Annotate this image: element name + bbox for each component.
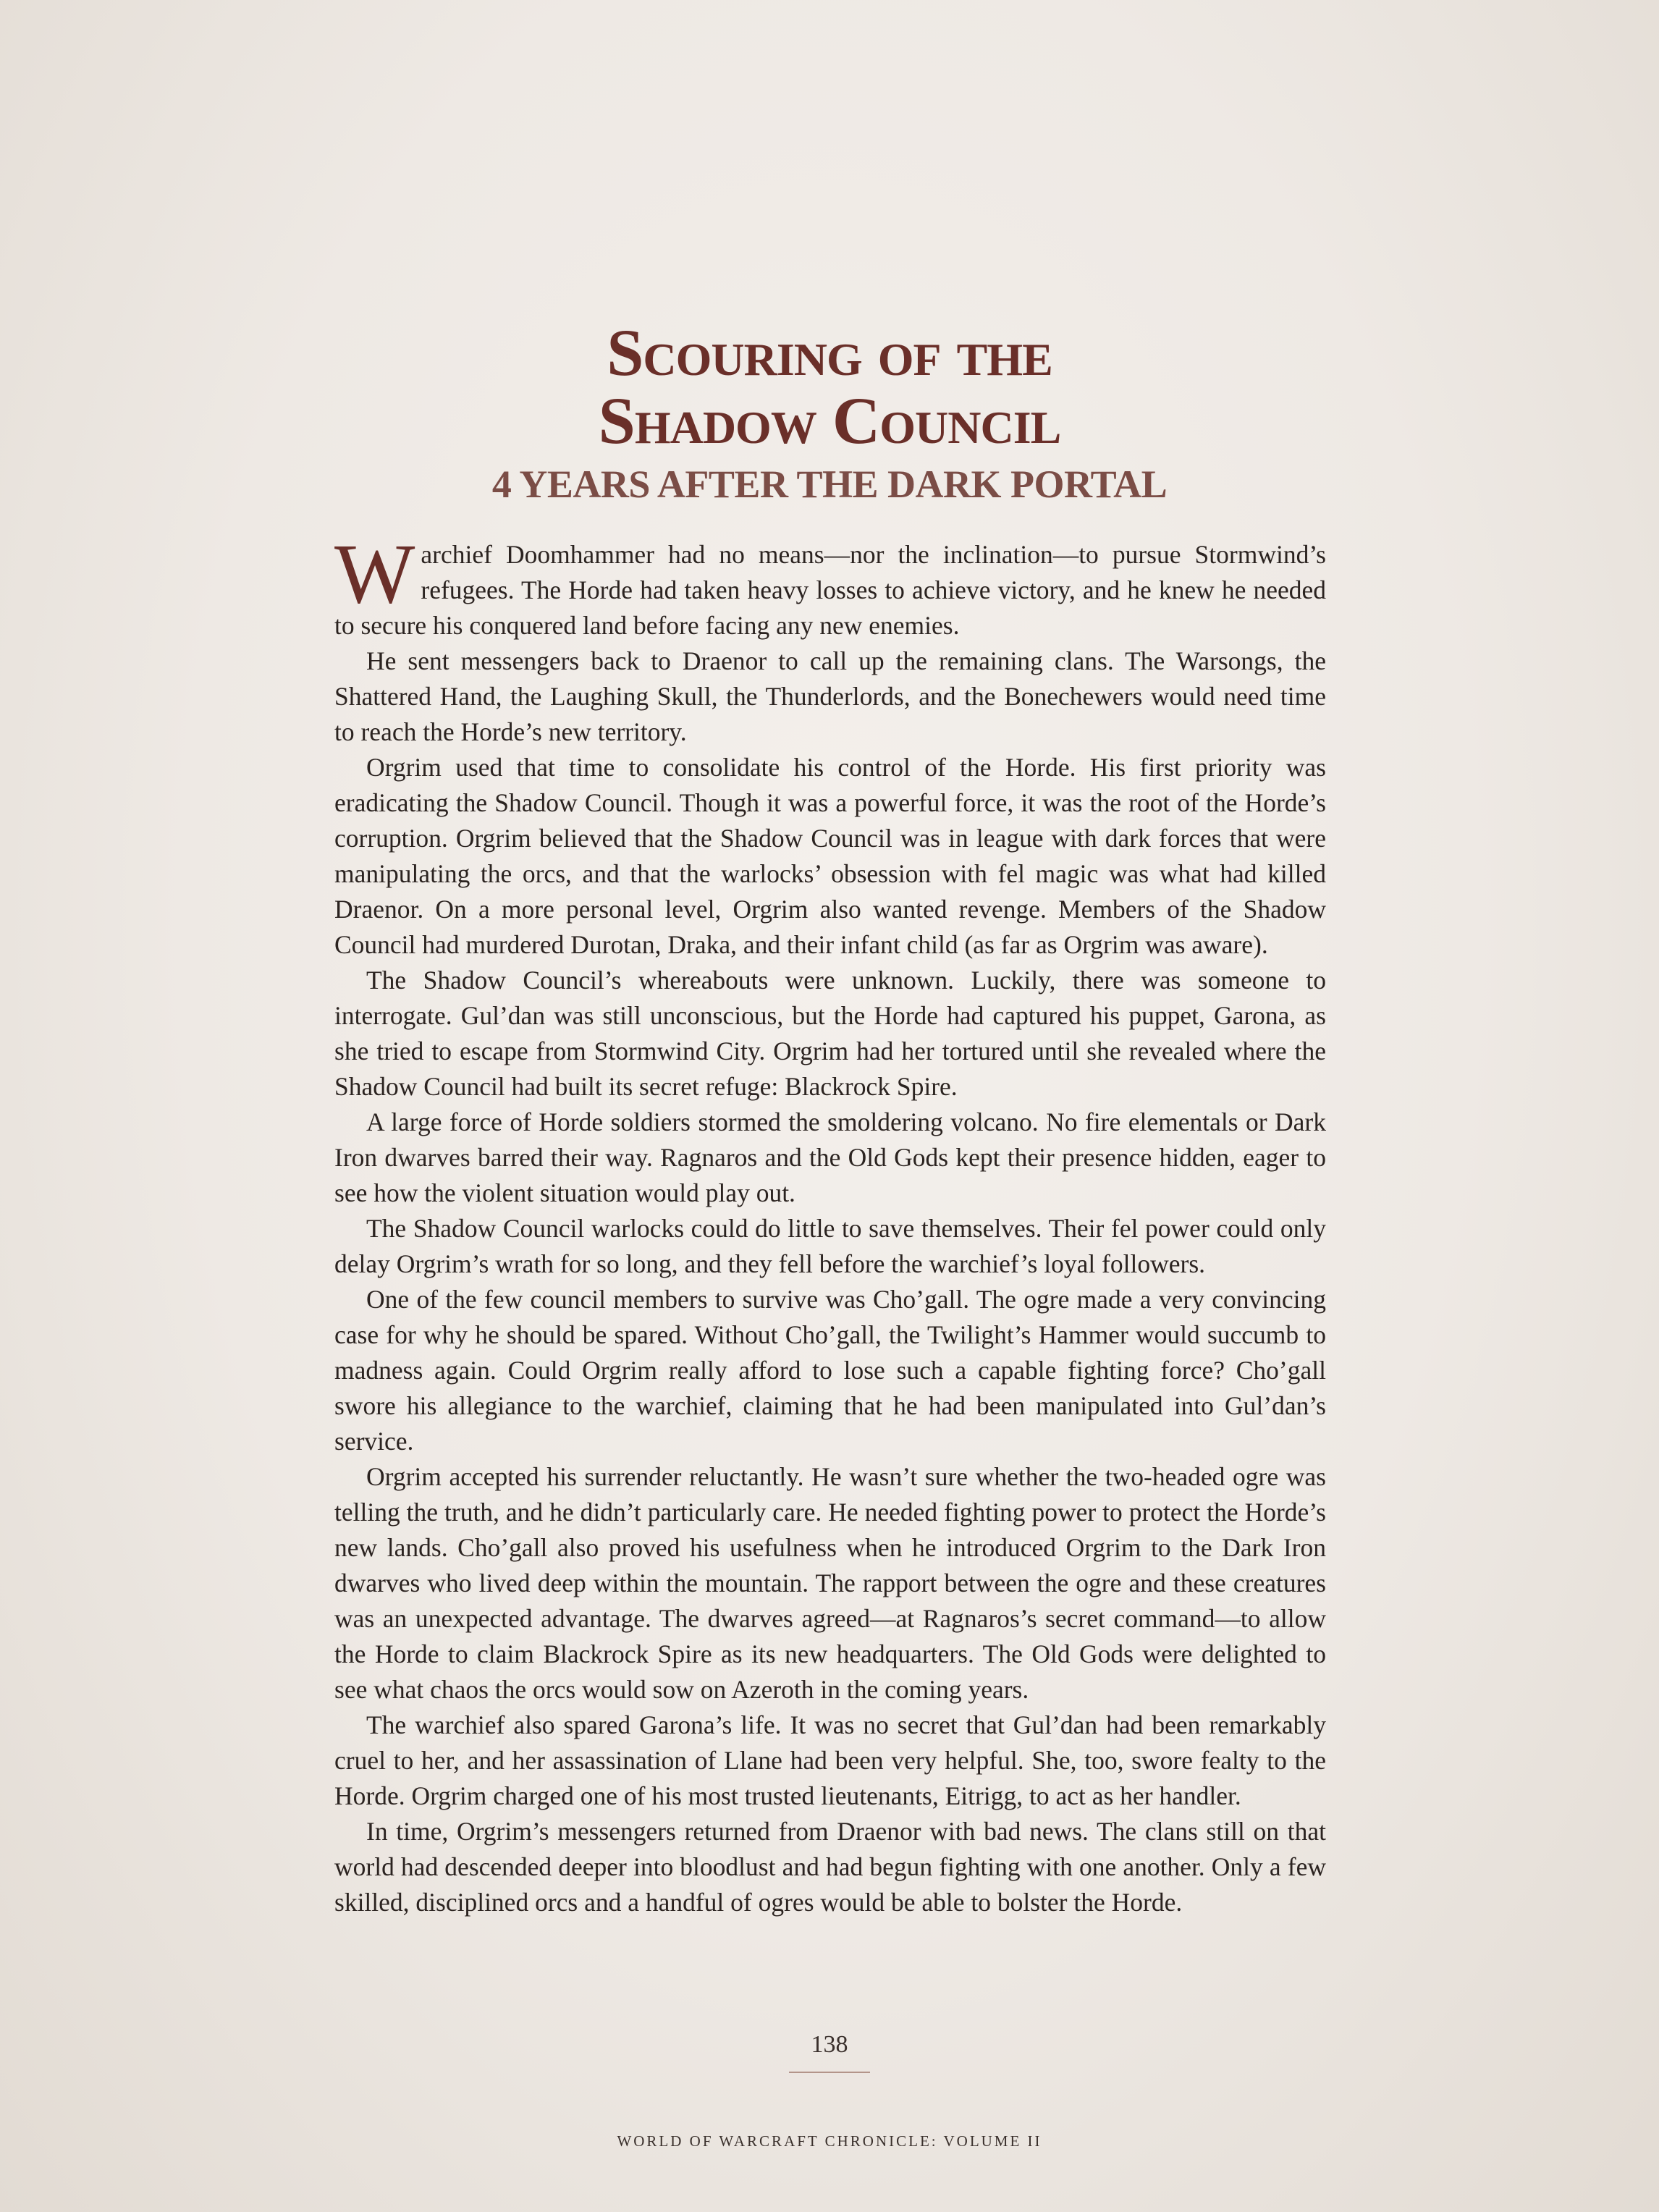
paragraph: Orgrim accepted his surrender reluctantly. He wasn’t sure whether the two-headed ogre was telling the truth, and he didn’t particularly care. He needed fighting power to protect the Horde’s new lands. Cho’gall also proved his usefulness when he introduced Orgrim to the Dark Iron dwarves who lived deep within the mountain. The rapport between the ogre and these creatures was an unexpected advantage. The dwarves agreed—at Ragnaros’s secret command—to allow the Horde to claim Blackrock Spire as its new headquarters. The Old Gods were delighted to see what chaos the orcs would sow on Azeroth in the coming years. — [334, 1462, 1326, 1704]
paragraph: The Shadow Council’s whereabouts were unknown. Luckily, there was someone to interrogate. Gul’dan was still unconscious, but the Horde had captured his puppet, Garona, as she tried to escape from Stormwind City. Orgrim had her tortured until she revealed where the Shadow Council had built its secret refuge: Blackrock Spire. — [334, 966, 1326, 1101]
running-footer-title: WORLD OF WARCRAFT CHRONICLE: VOLUME II — [617, 2132, 1042, 2150]
paragraph: A large force of Horde soldiers stormed the smoldering volcano. No fire elementals or Dark Iron dwarves barred their way. Ragnaros and the Old Gods kept their presence hidden, eager to see how the violent situation would play out. — [334, 1107, 1326, 1207]
chapter-title-line-2: Shadow Council — [598, 384, 1061, 457]
drop-cap: W — [334, 526, 415, 621]
chapter-subtitle: 4 YEARS AFTER THE DARK PORTAL — [491, 463, 1168, 506]
chapter-heading — [333, 318, 1326, 508]
paragraph: He sent messengers back to Draenor to call up the remaining clans. The Warsongs, the Shattered Hand, the Laughing Skull, the Thunderlords, and the Bonechewers would need time to reach the Horde’s new territory. — [334, 646, 1326, 746]
paragraph: In time, Orgrim’s messengers returned from Draenor with bad news. The clans still on that world had descended deeper into bloodlust and had begun fighting with one another. Only a few skilled, disciplined orcs and a handful of ogres would be able to bolster the Horde. — [334, 1817, 1326, 1917]
footer-divider — [789, 2072, 870, 2073]
body-text — [334, 526, 1326, 1920]
paragraph: The Shadow Council warlocks could do little to save themselves. Their fel power could only delay Orgrim’s wrath for so long, and they fell before the warchief’s loyal followers. — [334, 1214, 1326, 1278]
chapter-title-line-1: Scouring of the — [607, 316, 1052, 389]
page-number: 138 — [811, 2031, 848, 2058]
paragraph: One of the few council members to survive was Cho’gall. The ogre made a very convincing case for why he should be spared. Without Cho’gall, the Twilight’s Hammer would succumb to madness again. Could Orgrim really afford to lose such a capable fighting force? Cho’gall swore his allegiance to the warchief, claiming that he had been manipulated into Gul’dan’s service. — [334, 1285, 1326, 1456]
paragraph: Orgrim used that time to consolidate his control of the Horde. His first priority was eradicating the Shadow Council. Though it was a powerful force, it was the root of the Horde’s corruption. Orgrim believed that the Shadow Council was in league with dark forces that were manipulating the orcs, and that the warlocks’ obsession with fel magic was what had killed Draenor. On a more personal level, Orgrim also wanted revenge. Members of the Shadow Council had murdered Durotan, Draka, and their infant child (as far as Orgrim was aware). — [334, 753, 1326, 959]
chapter-title — [333, 318, 1326, 455]
paragraph: The warchief also spared Garona’s life. It was no secret that Gul’dan had been remarkably cruel to her, and her assassination of Llane had been very helpful. She, too, swore fealty to the Horde. Orgrim charged one of his most trusted lieutenants, Eitrigg, to act as her handler. — [334, 1710, 1326, 1810]
paragraph-1-text: archief Doomhammer had no means—nor the inclination—to pursue Stormwind’s refugees. The Horde had taken heavy losses to achieve victory, and he knew he needed to secure his conquered land before facing any new enemies. — [334, 540, 1326, 640]
paragraph-1 — [334, 526, 1326, 643]
